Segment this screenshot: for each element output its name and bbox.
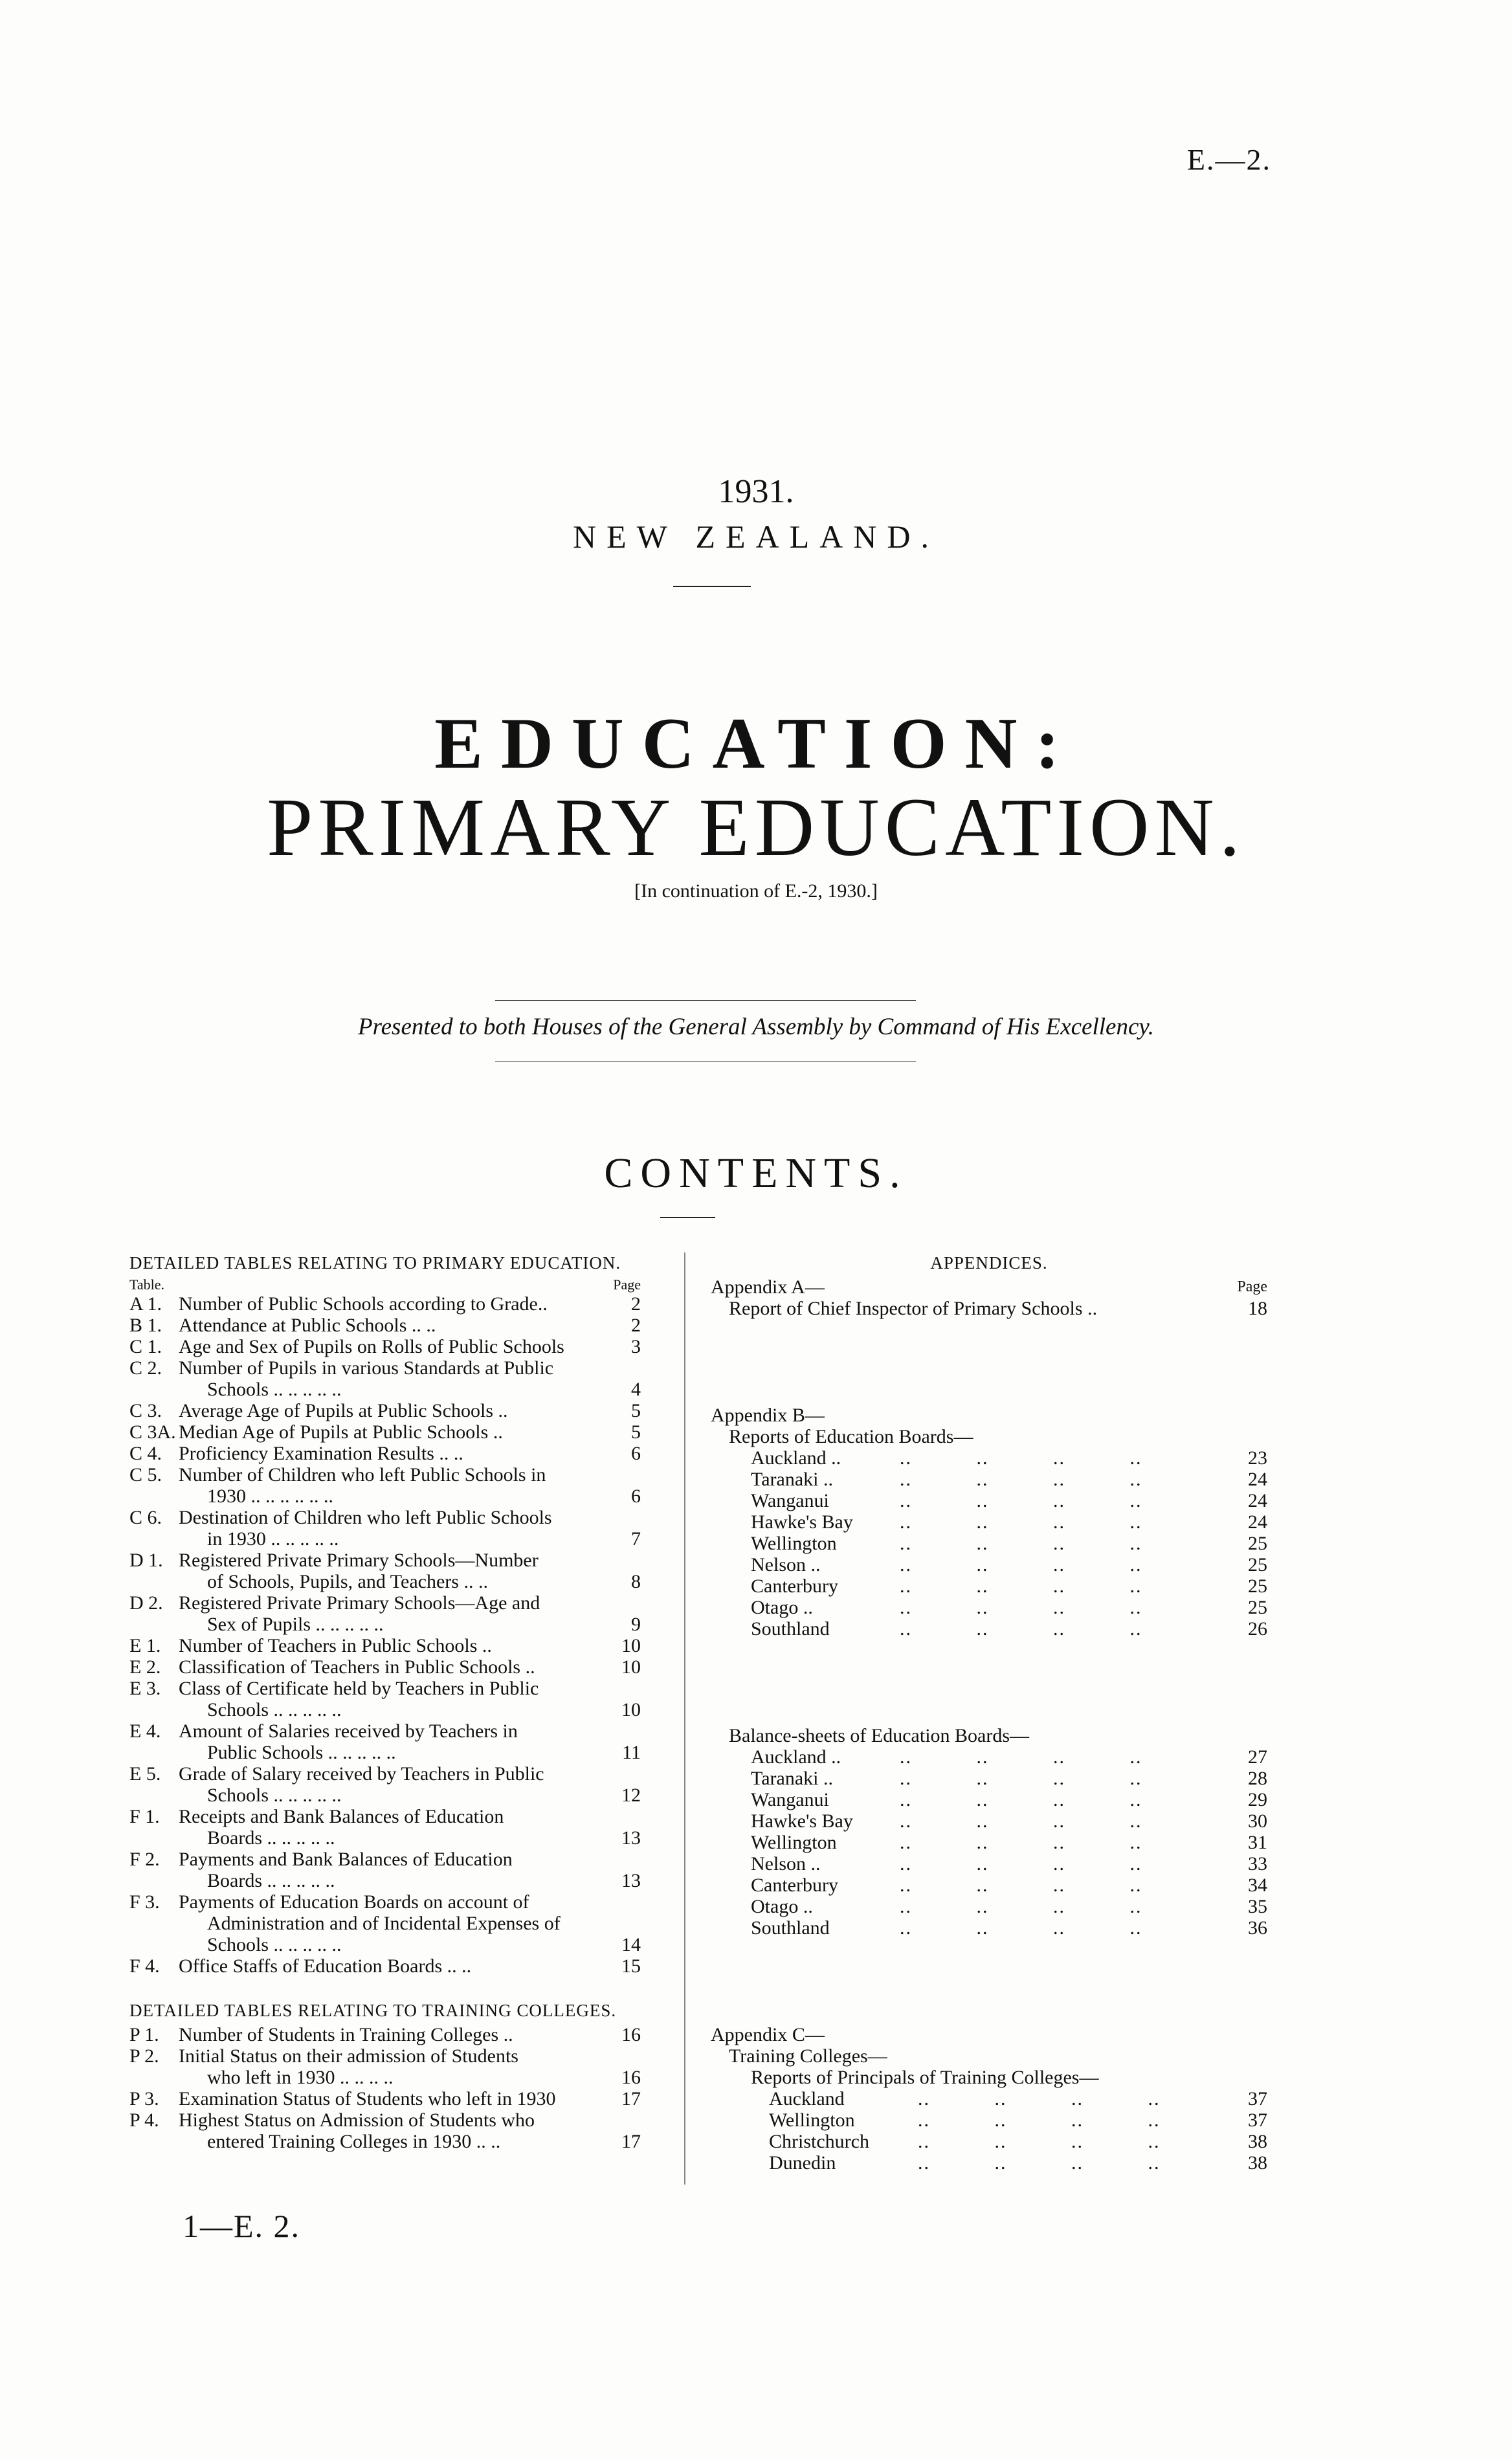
entry-name: Wanganui <box>751 1789 829 1810</box>
entry-page: 9 <box>631 1614 641 1635</box>
dot-leader: .. .. .. .. <box>900 1511 1142 1533</box>
entry-name: Taranaki .. <box>751 1768 834 1789</box>
appendix-entry <box>711 1832 1267 1853</box>
toc-entry <box>129 2024 641 2045</box>
entry-page: 33 <box>1248 1853 1267 1875</box>
contents-rule <box>660 1217 715 1218</box>
appendix-entry <box>711 1447 1267 1469</box>
entry-code: P 4. <box>129 2109 159 2131</box>
entry-page: 6 <box>631 1485 641 1507</box>
entry-name: Wellington <box>751 1832 837 1853</box>
entry-line: Receipts and Bank Balances of Education <box>179 1806 504 1827</box>
entry-title <box>179 1400 611 1421</box>
entry-page: 29 <box>1248 1789 1267 1810</box>
entry-page: 17 <box>621 2088 641 2109</box>
entry-line: Public Schools .. .. .. .. .. <box>207 1742 396 1763</box>
entry-page: 17 <box>621 2131 641 2152</box>
entry-page: 35 <box>1248 1896 1267 1917</box>
entry-line: Highest Status on Admission of Students who <box>179 2109 535 2131</box>
section-heading-training: DETAILED TABLES RELATING TO TRAINING COLLEGES. <box>129 2001 617 2020</box>
entry-name: Auckland .. <box>751 1746 841 1768</box>
rule-top <box>495 1000 916 1001</box>
entry-code: B 1. <box>129 1315 162 1336</box>
entry-code: F 1. <box>129 1806 160 1827</box>
appendix-b-sub: Reports of Education Boards— <box>729 1426 973 1447</box>
dot-leader: .. .. .. .. <box>918 2152 1161 2174</box>
toc-entry <box>129 1656 641 1678</box>
appendix-entry <box>711 2152 1267 2174</box>
entry-code: E 4. <box>129 1720 161 1742</box>
entry-line: Proficiency Examination Results .. .. <box>179 1443 463 1464</box>
entry-name: Auckland <box>769 2088 845 2109</box>
appendices-column <box>711 1252 1267 2174</box>
appendix-c-title: Appendix C— <box>711 2024 825 2045</box>
entry-page: 8 <box>631 1571 641 1592</box>
entry-line: Grade of Salary received by Teachers in Public <box>179 1763 544 1785</box>
entry-code: F 4. <box>129 1955 160 1977</box>
dot-leader: .. .. .. .. <box>918 2088 1161 2109</box>
entry-name: Taranaki .. <box>751 1469 834 1490</box>
entry-page: 13 <box>621 1870 641 1891</box>
entry-page: 25 <box>1248 1554 1267 1575</box>
column-divider <box>684 1252 685 2185</box>
entry-name: Christchurch <box>769 2131 869 2152</box>
entry-code: P 3. <box>129 2088 159 2109</box>
entry-title <box>179 1357 611 1400</box>
appendix-entry <box>711 1768 1267 1789</box>
appendix-entry <box>711 1469 1267 1490</box>
page-label: Page <box>613 1276 641 1293</box>
toc-entry <box>129 1400 641 1421</box>
entry-title <box>179 1891 611 1955</box>
entry-name: Nelson .. <box>751 1554 821 1575</box>
entry-title <box>179 1678 611 1720</box>
entry-page: 10 <box>621 1656 641 1678</box>
appendix-entry <box>711 1533 1267 1554</box>
entry-page: 13 <box>621 1827 641 1849</box>
entry-title <box>179 1550 611 1592</box>
appendix-entry <box>711 1917 1267 1939</box>
entry-code: C 3. <box>129 1400 162 1421</box>
dot-leader: .. .. .. .. <box>900 1554 1142 1575</box>
entry-page: 2 <box>631 1293 641 1315</box>
entry-code: P 2. <box>129 2045 159 2067</box>
entry-line: Attendance at Public Schools .. .. <box>179 1315 436 1336</box>
year: 1931. <box>718 473 794 510</box>
dot-leader: .. .. .. .. <box>918 2109 1161 2131</box>
appendix-entry <box>711 1896 1267 1917</box>
dot-leader: .. .. .. .. <box>900 1896 1142 1917</box>
appendix-entry <box>711 1853 1267 1875</box>
entry-page: 14 <box>621 1934 641 1955</box>
entry-page: 10 <box>621 1699 641 1720</box>
entry-page: 24 <box>1248 1469 1267 1490</box>
appendix-entry <box>711 1746 1267 1768</box>
toc-entry <box>129 1849 641 1891</box>
balance-sheet-list <box>711 1746 1267 1939</box>
entry-page: 16 <box>621 2024 641 2045</box>
contents-heading: CONTENTS. <box>604 1150 908 1197</box>
appendix-entry <box>711 1875 1267 1896</box>
entry-page: 37 <box>1248 2109 1267 2131</box>
entry-name: Otago .. <box>751 1896 813 1917</box>
entry-page: 5 <box>631 1421 641 1443</box>
appendix-b-title: Appendix B— <box>711 1405 825 1426</box>
toc-entry <box>129 2109 641 2152</box>
presented-line: Presented to both Houses of the General Assembly by Command of His Excellency. <box>358 1014 1154 1040</box>
entry-page: 24 <box>1248 1511 1267 1533</box>
dot-leader: .. .. .. .. <box>900 1575 1142 1597</box>
dot-leader: .. .. .. .. <box>900 1810 1142 1832</box>
entry-page: 7 <box>631 1528 641 1550</box>
dot-leader: .. .. .. .. <box>900 1618 1142 1640</box>
dot-leader: .. .. .. .. <box>900 1447 1142 1469</box>
dot-leader: .. .. .. .. <box>900 1917 1142 1939</box>
entry-name: Southland <box>751 1618 830 1640</box>
toc-entry <box>129 1336 641 1357</box>
entry-name: Nelson .. <box>751 1853 821 1875</box>
entry-title <box>179 2088 611 2109</box>
entry-title <box>179 1849 611 1891</box>
appendix-entry <box>711 1490 1267 1511</box>
dot-leader: .. .. .. .. <box>918 2131 1161 2152</box>
entry-page: 25 <box>1248 1575 1267 1597</box>
entry-page: 25 <box>1248 1533 1267 1554</box>
entry-name: Southland <box>751 1917 830 1939</box>
entry-page: 12 <box>621 1785 641 1806</box>
entry-page: 36 <box>1248 1917 1267 1939</box>
dot-leader: .. .. .. .. <box>900 1490 1142 1511</box>
entry-line: Schools .. .. .. .. .. <box>207 1785 342 1806</box>
entry-title <box>179 1763 611 1806</box>
entry-name: Otago .. <box>751 1597 813 1618</box>
appendix-entry <box>711 1511 1267 1533</box>
entry-name: Wanganui <box>751 1490 829 1511</box>
entry-title <box>179 1336 611 1357</box>
entry-line: 1930 .. .. .. .. .. .. <box>207 1485 333 1507</box>
entry-code: F 3. <box>129 1891 160 1913</box>
entry-code: E 3. <box>129 1678 161 1699</box>
dot-leader: .. .. .. .. <box>900 1533 1142 1554</box>
entry-name: Canterbury <box>751 1575 838 1597</box>
entry-page: 3 <box>631 1336 641 1357</box>
entry-page: 34 <box>1248 1875 1267 1896</box>
toc-entry <box>129 1550 641 1592</box>
primary-table-list <box>129 1293 641 1977</box>
entry-line: Schools .. .. .. .. .. <box>207 1699 342 1720</box>
appendix-a-title: Appendix A— <box>711 1276 825 1298</box>
appendices-heading: APPENDICES. <box>930 1253 1048 1273</box>
entry-title <box>179 1635 611 1656</box>
entry-name: Auckland .. <box>751 1447 841 1469</box>
entry-code: E 5. <box>129 1763 161 1785</box>
entry-name: Hawke's Bay <box>751 1810 853 1832</box>
entry-title <box>179 1720 611 1763</box>
appendix-entry <box>711 2109 1267 2131</box>
entry-line: Number of Public Schools according to Grade.. <box>179 1293 548 1315</box>
entry-code: A 1. <box>129 1293 162 1315</box>
entry-line: Registered Private Primary Schools—Age and <box>179 1592 540 1614</box>
entry-line: Registered Private Primary Schools—Number <box>179 1550 539 1571</box>
table-label: Table. <box>129 1276 165 1293</box>
entry-page: 38 <box>1248 2152 1267 2174</box>
appendix-entry <box>711 1554 1267 1575</box>
entry-line: Number of Teachers in Public Schools .. <box>179 1635 492 1656</box>
toc-entry <box>129 2088 641 2109</box>
appendix-entry <box>711 1597 1267 1618</box>
appendix-entry <box>711 2088 1267 2109</box>
entry-page: 27 <box>1248 1746 1267 1768</box>
entry-line: Payments of Education Boards on account of <box>179 1891 529 1913</box>
dot-leader: .. .. .. .. <box>900 1789 1142 1810</box>
dot-leader: .. .. .. .. <box>900 1768 1142 1789</box>
entry-name: Wellington <box>769 2109 855 2131</box>
toc-entry <box>129 1891 641 1955</box>
entry-line: entered Training Colleges in 1930 .. .. <box>207 2131 501 2152</box>
appendix-entry <box>711 2131 1267 2152</box>
entry-line: in 1930 .. .. .. .. .. <box>207 1528 339 1550</box>
document-reference: E.—2. <box>1186 143 1271 176</box>
toc-entry <box>129 1421 641 1443</box>
entry-title <box>179 1421 611 1443</box>
training-table-list <box>129 2024 641 2152</box>
entry-title <box>179 1293 611 1315</box>
entry-title <box>179 1464 611 1507</box>
entry-name: Wellington <box>751 1533 837 1554</box>
toc-entry <box>129 1293 641 1315</box>
appendix-entry <box>711 1618 1267 1640</box>
entry-line: Amount of Salaries received by Teachers in <box>179 1720 518 1742</box>
item-page: 18 <box>1248 1298 1267 1319</box>
entry-page: 10 <box>621 1635 641 1656</box>
title-sub: PRIMARY EDUCATION. <box>267 781 1245 873</box>
entry-line: Class of Certificate held by Teachers in Public <box>179 1678 539 1699</box>
entry-line: Classification of Teachers in Public Schools .. <box>179 1656 535 1678</box>
toc-entry <box>129 2045 641 2088</box>
entry-code: C 1. <box>129 1336 162 1357</box>
appendix-entry <box>711 1575 1267 1597</box>
entry-line: Median Age of Pupils at Public Schools .. <box>179 1421 503 1443</box>
entry-page: 25 <box>1248 1597 1267 1618</box>
entry-page: 15 <box>621 1955 641 1977</box>
entry-code: D 2. <box>129 1592 163 1614</box>
college-report-list <box>711 2088 1267 2174</box>
entry-page: 23 <box>1248 1447 1267 1469</box>
entry-code: C 6. <box>129 1507 162 1528</box>
dot-leader: .. .. .. .. <box>900 1853 1142 1875</box>
dot-leader: .. .. .. .. <box>900 1746 1142 1768</box>
entry-title <box>179 1507 611 1550</box>
entry-page: 28 <box>1248 1768 1267 1789</box>
entry-title <box>179 2024 611 2045</box>
entry-title <box>179 1806 611 1849</box>
title-main: EDUCATION: <box>434 704 1078 784</box>
entry-line: Destination of Children who left Public Schools <box>179 1507 552 1528</box>
appendix-entry <box>711 1789 1267 1810</box>
entry-line: of Schools, Pupils, and Teachers .. .. <box>207 1571 488 1592</box>
entry-page: 6 <box>631 1443 641 1464</box>
entry-name: Dunedin <box>769 2152 836 2174</box>
entry-page: 26 <box>1248 1618 1267 1640</box>
toc-entry <box>129 1464 641 1507</box>
entry-title <box>179 2109 611 2152</box>
entry-page: 5 <box>631 1400 641 1421</box>
entry-title <box>179 2045 611 2088</box>
entry-code: C 4. <box>129 1443 162 1464</box>
entry-title <box>179 1592 611 1635</box>
toc-entry <box>129 1720 641 1763</box>
page-footer: 1—E. 2. <box>183 2208 301 2244</box>
short-rule <box>673 586 751 587</box>
toc-entry <box>129 1806 641 1849</box>
entry-page: 24 <box>1248 1490 1267 1511</box>
entry-code: C 5. <box>129 1464 162 1485</box>
entry-title <box>179 1443 611 1464</box>
entry-line: Payments and Bank Balances of Education <box>179 1849 513 1870</box>
entry-line: Office Staffs of Education Boards .. .. <box>179 1955 472 1977</box>
entry-line: Boards .. .. .. .. .. <box>207 1870 335 1891</box>
entry-line: Number of Children who left Public Schools in <box>179 1464 546 1485</box>
entry-page: 38 <box>1248 2131 1267 2152</box>
entry-code: D 1. <box>129 1550 163 1571</box>
entry-name: Hawke's Bay <box>751 1511 853 1533</box>
dot-leader: .. .. .. .. <box>900 1875 1142 1896</box>
toc-entry <box>129 1357 641 1400</box>
appendix-a-heading <box>711 1276 1267 1298</box>
continuation-note: [In continuation of E.-2, 1930.] <box>634 880 878 902</box>
entry-code: F 2. <box>129 1849 160 1870</box>
toc-entry <box>129 1763 641 1806</box>
toc-entry <box>129 1678 641 1720</box>
entry-line: Age and Sex of Pupils on Rolls of Public Schools <box>179 1336 564 1357</box>
balance-sheets-heading: Balance-sheets of Education Boards— <box>729 1725 1030 1746</box>
toc-entry <box>129 1443 641 1464</box>
dot-leader: .. .. .. .. <box>900 1597 1142 1618</box>
entry-code: P 1. <box>129 2024 159 2045</box>
entry-line: who left in 1930 .. .. .. .. <box>207 2067 394 2088</box>
entry-title <box>179 1955 611 1977</box>
entry-line: Number of Students in Training Colleges .. <box>179 2024 513 2045</box>
entry-code: C 2. <box>129 1357 162 1379</box>
entry-page: 37 <box>1248 2088 1267 2109</box>
board-report-list <box>711 1447 1267 1640</box>
entry-line: Examination Status of Students who left in 1930 <box>179 2088 556 2109</box>
appendix-a-item <box>711 1298 1267 1319</box>
appendix-entry <box>711 1810 1267 1832</box>
appendix-c-sub2: Reports of Principals of Training Colleges— <box>751 2067 1099 2088</box>
entry-page: 11 <box>622 1742 641 1763</box>
entry-line: Number of Pupils in various Standards at Public <box>179 1357 554 1379</box>
entry-line: Administration and of Incidental Expenses of <box>207 1913 561 1934</box>
primary-tables-column <box>129 1252 641 2152</box>
item-title: Report of Chief Inspector of Primary Schools .. <box>729 1298 1098 1319</box>
entry-title <box>179 1315 611 1336</box>
toc-entry <box>129 1955 641 1977</box>
dot-leader: .. .. .. .. <box>900 1832 1142 1853</box>
column-headers <box>129 1276 641 1293</box>
toc-entry <box>129 1507 641 1550</box>
country: NEW ZEALAND. <box>573 518 939 555</box>
entry-code: E 1. <box>129 1635 161 1656</box>
entry-page: 16 <box>621 2067 641 2088</box>
entry-title <box>179 1656 611 1678</box>
entry-line: Average Age of Pupils at Public Schools .. <box>179 1400 508 1421</box>
entry-line: Sex of Pupils .. .. .. .. .. <box>207 1614 384 1635</box>
appendix-c-sub: Training Colleges— <box>729 2045 887 2067</box>
entry-code: C 3A. <box>129 1421 176 1443</box>
entry-line: Schools .. .. .. .. .. <box>207 1934 342 1955</box>
page-label: Page <box>1237 1278 1267 1295</box>
entry-page: 31 <box>1248 1832 1267 1853</box>
entry-line: Initial Status on their admission of Students <box>179 2045 518 2067</box>
entry-page: 30 <box>1248 1810 1267 1832</box>
dot-leader: .. .. .. .. <box>900 1469 1142 1490</box>
toc-entry <box>129 1635 641 1656</box>
entry-name: Canterbury <box>751 1875 838 1896</box>
toc-entry <box>129 1592 641 1635</box>
entry-code: E 2. <box>129 1656 161 1678</box>
section-heading-primary: DETAILED TABLES RELATING TO PRIMARY EDUCATION. <box>129 1253 621 1273</box>
entry-line: Boards .. .. .. .. .. <box>207 1827 335 1849</box>
entry-line: Schools .. .. .. .. .. <box>207 1379 342 1400</box>
toc-entry <box>129 1315 641 1336</box>
entry-page: 4 <box>631 1379 641 1400</box>
entry-page: 2 <box>631 1315 641 1336</box>
